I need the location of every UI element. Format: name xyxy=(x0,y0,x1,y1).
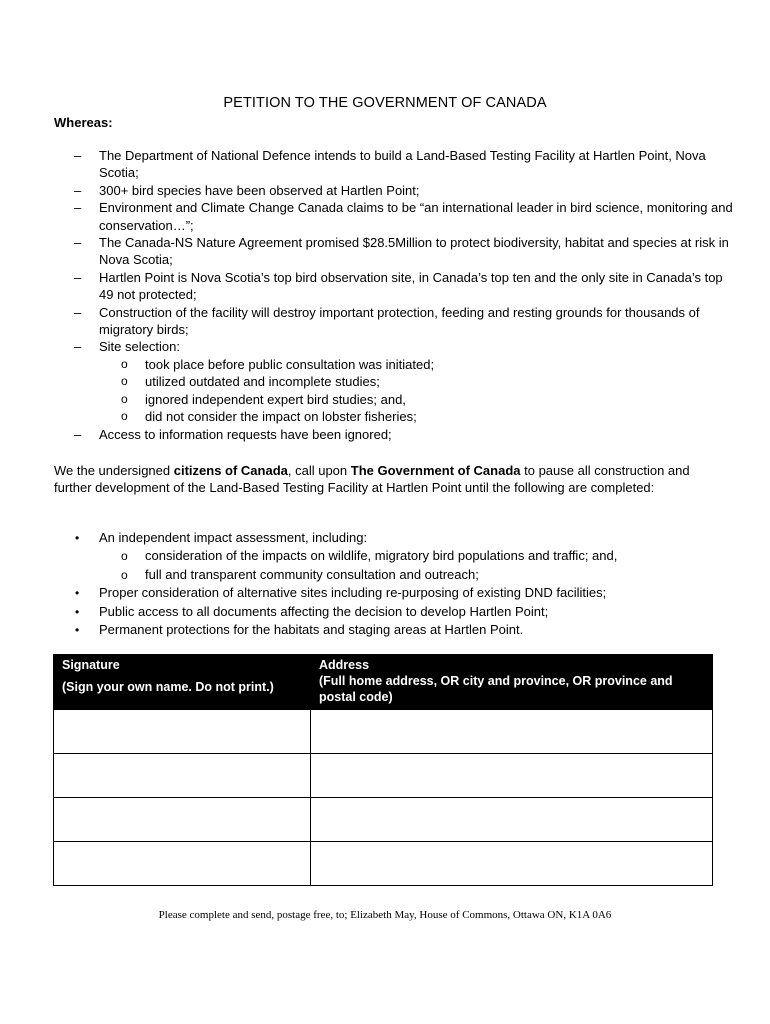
list-item-text: Construction of the facility will destroy important protection, feeding and resting grounds for thousands of migratory birds; xyxy=(99,304,700,338)
table-row xyxy=(54,754,713,798)
signature-header-note: (Sign your own name. Do not print.) xyxy=(62,680,274,694)
list-item xyxy=(54,199,734,234)
table-row xyxy=(54,798,713,842)
address-cell[interactable] xyxy=(311,842,713,886)
mailing-instructions: Please complete and send, postage free, to; Elizabeth May, House of Commons, Ottawa ON, K1A 0A6 xyxy=(158,909,612,921)
dash-bullet: – xyxy=(74,339,82,355)
address-header-note: (Full home address, OR city and province, OR province and postal code) xyxy=(319,674,673,704)
address-cell[interactable] xyxy=(311,798,713,842)
list-item xyxy=(54,603,734,621)
demands-list xyxy=(54,529,734,639)
dash-bullet: – xyxy=(74,269,82,285)
sub-list-item-text: utilized outdated and incomplete studies; xyxy=(145,374,380,390)
dash-bullet: – xyxy=(74,182,82,198)
list-item-text: Public access to all documents affecting the decision to develop Hartlen Point; xyxy=(99,603,549,619)
resolution-text: , call upon xyxy=(287,463,351,478)
bullet-dot: • xyxy=(75,623,80,638)
resolution-text: to pause all construction and further development of the Land-Based Testing Facility at Hartlen Point until the following are completed: xyxy=(54,463,690,496)
table-row xyxy=(54,842,713,886)
table-header-row xyxy=(54,655,713,710)
list-item xyxy=(54,338,734,425)
dash-bullet: – xyxy=(74,304,82,320)
address-column-header xyxy=(311,655,713,710)
signature-cell[interactable] xyxy=(54,710,311,754)
site-selection-list xyxy=(99,356,734,426)
list-item xyxy=(54,304,734,339)
sub-list-item xyxy=(54,566,734,584)
sub-list-item xyxy=(54,373,734,390)
dash-bullet: – xyxy=(74,235,82,251)
address-cell[interactable] xyxy=(311,754,713,798)
resolution-paragraph xyxy=(54,462,714,497)
resolution-bold: citizens of Canada xyxy=(173,463,288,478)
sub-list-item xyxy=(54,391,734,408)
sub-list-item xyxy=(54,547,734,565)
address-cell[interactable] xyxy=(311,710,713,754)
bullet-dot: • xyxy=(75,531,80,545)
circle-bullet: o xyxy=(121,391,128,406)
circle-bullet: o xyxy=(121,567,128,582)
list-item-text: Access to information requests have been ignored; xyxy=(99,426,392,442)
list-item xyxy=(54,269,734,304)
resolution-bold: The Government of Canada xyxy=(350,463,521,478)
signature-cell[interactable] xyxy=(54,842,311,886)
whereas-list xyxy=(54,147,734,443)
dash-bullet: – xyxy=(74,200,82,216)
page-title: PETITION TO THE GOVERNMENT OF CANADA xyxy=(223,95,547,111)
list-item xyxy=(54,234,734,269)
list-item-text: Site selection: xyxy=(99,339,180,355)
list-item xyxy=(54,182,734,199)
circle-bullet: o xyxy=(121,356,128,371)
list-item xyxy=(54,529,734,547)
list-item-text: Environment and Climate Change Canada claims to be “an international leader in bird science, monitoring and conservation…”; xyxy=(99,200,733,233)
list-item-text: The Canada-NS Nature Agreement promised $28.5Million to protect biodiversity, habitat and species at risk in Nova Scotia; xyxy=(99,235,729,268)
circle-bullet: o xyxy=(121,549,128,564)
table-row xyxy=(54,710,713,754)
address-header-title: Address xyxy=(319,658,370,672)
whereas-label: Whereas: xyxy=(54,115,113,130)
list-item xyxy=(54,584,734,602)
dash-bullet: – xyxy=(74,148,82,163)
sub-list-item-text: ignored independent expert bird studies; and, xyxy=(145,391,406,407)
sub-list-item-text: consideration of the impacts on wildlife, migratory bird populations and traffic; and, xyxy=(145,548,618,564)
list-item xyxy=(54,621,734,639)
circle-bullet: o xyxy=(121,374,128,389)
sub-list-item-text: did not consider the impact on lobster fisheries; xyxy=(145,409,417,425)
bullet-dot: • xyxy=(75,604,80,619)
circle-bullet: o xyxy=(121,409,128,424)
list-item-text: Hartlen Point is Nova Scotia’s top bird observation site, in Canada’s top ten and the only site in Canada’s top 49 not protected; xyxy=(99,269,723,303)
list-item xyxy=(54,426,734,443)
list-item-text: Permanent protections for the habitats and staging areas at Hartlen Point. xyxy=(99,622,524,638)
sub-list-item-text: full and transparent community consultation and outreach; xyxy=(145,566,479,582)
sub-list-item xyxy=(54,408,734,425)
signature-column-header xyxy=(54,655,311,710)
list-item-text: An independent impact assessment, including: xyxy=(99,530,368,545)
resolution-text: We the undersigned xyxy=(54,463,174,478)
signature-cell[interactable] xyxy=(54,754,311,798)
signature-header-title: Signature xyxy=(62,658,120,672)
dash-bullet: – xyxy=(74,426,82,442)
signature-cell[interactable] xyxy=(54,798,311,842)
list-item-text: 300+ bird species have been observed at Hartlen Point; xyxy=(99,182,420,198)
bullet-dot: • xyxy=(75,586,80,601)
list-item-text: Proper consideration of alternative sites including re-purposing of existing DND facilities; xyxy=(99,585,607,601)
list-item xyxy=(54,147,734,182)
signature-table xyxy=(53,654,713,886)
sub-list-item xyxy=(54,356,734,373)
sub-list-item-text: took place before public consultation was initiated; xyxy=(145,356,435,372)
list-item-text: The Department of National Defence intends to build a Land-Based Testing Facility at Hartlen Point, Nova Scotia; xyxy=(99,148,706,181)
